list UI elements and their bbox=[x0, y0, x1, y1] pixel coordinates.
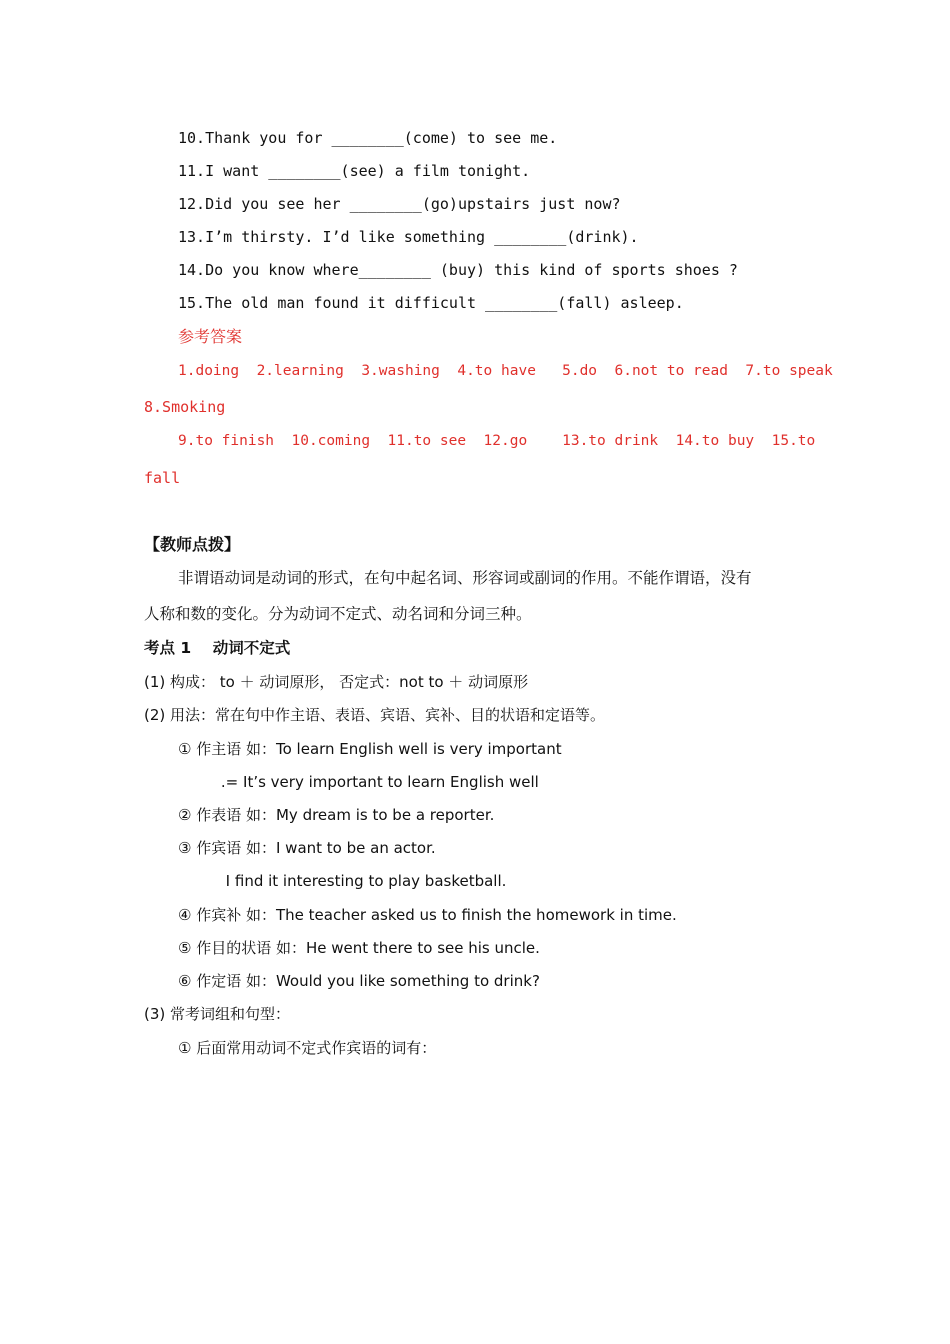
usage-object-complement: ④ 作宾补 如：The teacher asked us to finish the homework in time. bbox=[178, 906, 677, 924]
usage-subject-alt: .= It’s very important to learn English well bbox=[178, 773, 539, 791]
answer-key-row-1-wrap: 8.Smoking bbox=[144, 398, 226, 416]
teacher-tips-intro-line-2: 人称和数的变化。分为动词不定式、动名词和分词三种。 bbox=[144, 605, 532, 623]
answer-key-row-1: 1.doing 2.learning 3.washing 4.to have 5.do 6.not to read 7.to speak bbox=[178, 363, 833, 379]
exercise-15: 15.The old man found it difficult ________(fall) asleep. bbox=[178, 294, 684, 312]
point-1-heading: 考点 1 动词不定式 bbox=[144, 639, 291, 657]
usage-subject: ① 作主语 如：To learn English well is very important bbox=[178, 740, 562, 758]
exercise-10: 10.Thank you for ________(come) to see me. bbox=[178, 129, 558, 147]
usage-predicative: ② 作表语 如：My dream is to be a reporter. bbox=[178, 806, 495, 824]
answer-key-heading: 参考答案 bbox=[178, 327, 243, 346]
item-3-sub-1: ① 后面常用动词不定式作宾语的词有： bbox=[178, 1039, 437, 1057]
answer-key-row-2: 9.to finish 10.coming 11.to see 12.go 13.to drink 14.to buy 15.to bbox=[178, 433, 816, 449]
teacher-tips-heading: 【教师点拨】 bbox=[144, 535, 241, 554]
item-1-formation: (1) 构成： to ＋ 动词原形， 否定式：not to ＋ 动词原形 bbox=[144, 673, 529, 691]
exercise-12: 12.Did you see her ________(go)upstairs just now? bbox=[178, 195, 621, 213]
exercise-14: 14.Do you know where________ (buy) this kind of sports shoes ? bbox=[178, 261, 738, 279]
usage-attributive: ⑥ 作定语 如：Would you like something to drink? bbox=[178, 972, 540, 990]
usage-object: ③ 作宾语 如：I want to be an actor. bbox=[178, 839, 436, 857]
exercise-11: 11.I want ________(see) a film tonight. bbox=[178, 162, 531, 180]
exercise-13: 13.I’m thirsty. I’d like something ________(drink). bbox=[178, 228, 639, 246]
item-3-common-phrases: (3) 常考词组和句型： bbox=[144, 1005, 291, 1023]
teacher-tips-intro-line-1: 非谓语动词是动词的形式，在句中起名词、形容词或副词的作用。不能作谓语，没有 bbox=[178, 569, 752, 587]
item-2-usage: (2) 用法：常在句中作主语、表语、宾语、宾补、目的状语和定语等。 bbox=[144, 706, 606, 724]
usage-purpose-adverbial: ⑤ 作目的状语 如：He went there to see his uncle. bbox=[178, 939, 540, 957]
usage-object-example-2: I find it interesting to play basketball. bbox=[178, 872, 507, 890]
answer-key-row-2-wrap: fall bbox=[144, 469, 181, 487]
